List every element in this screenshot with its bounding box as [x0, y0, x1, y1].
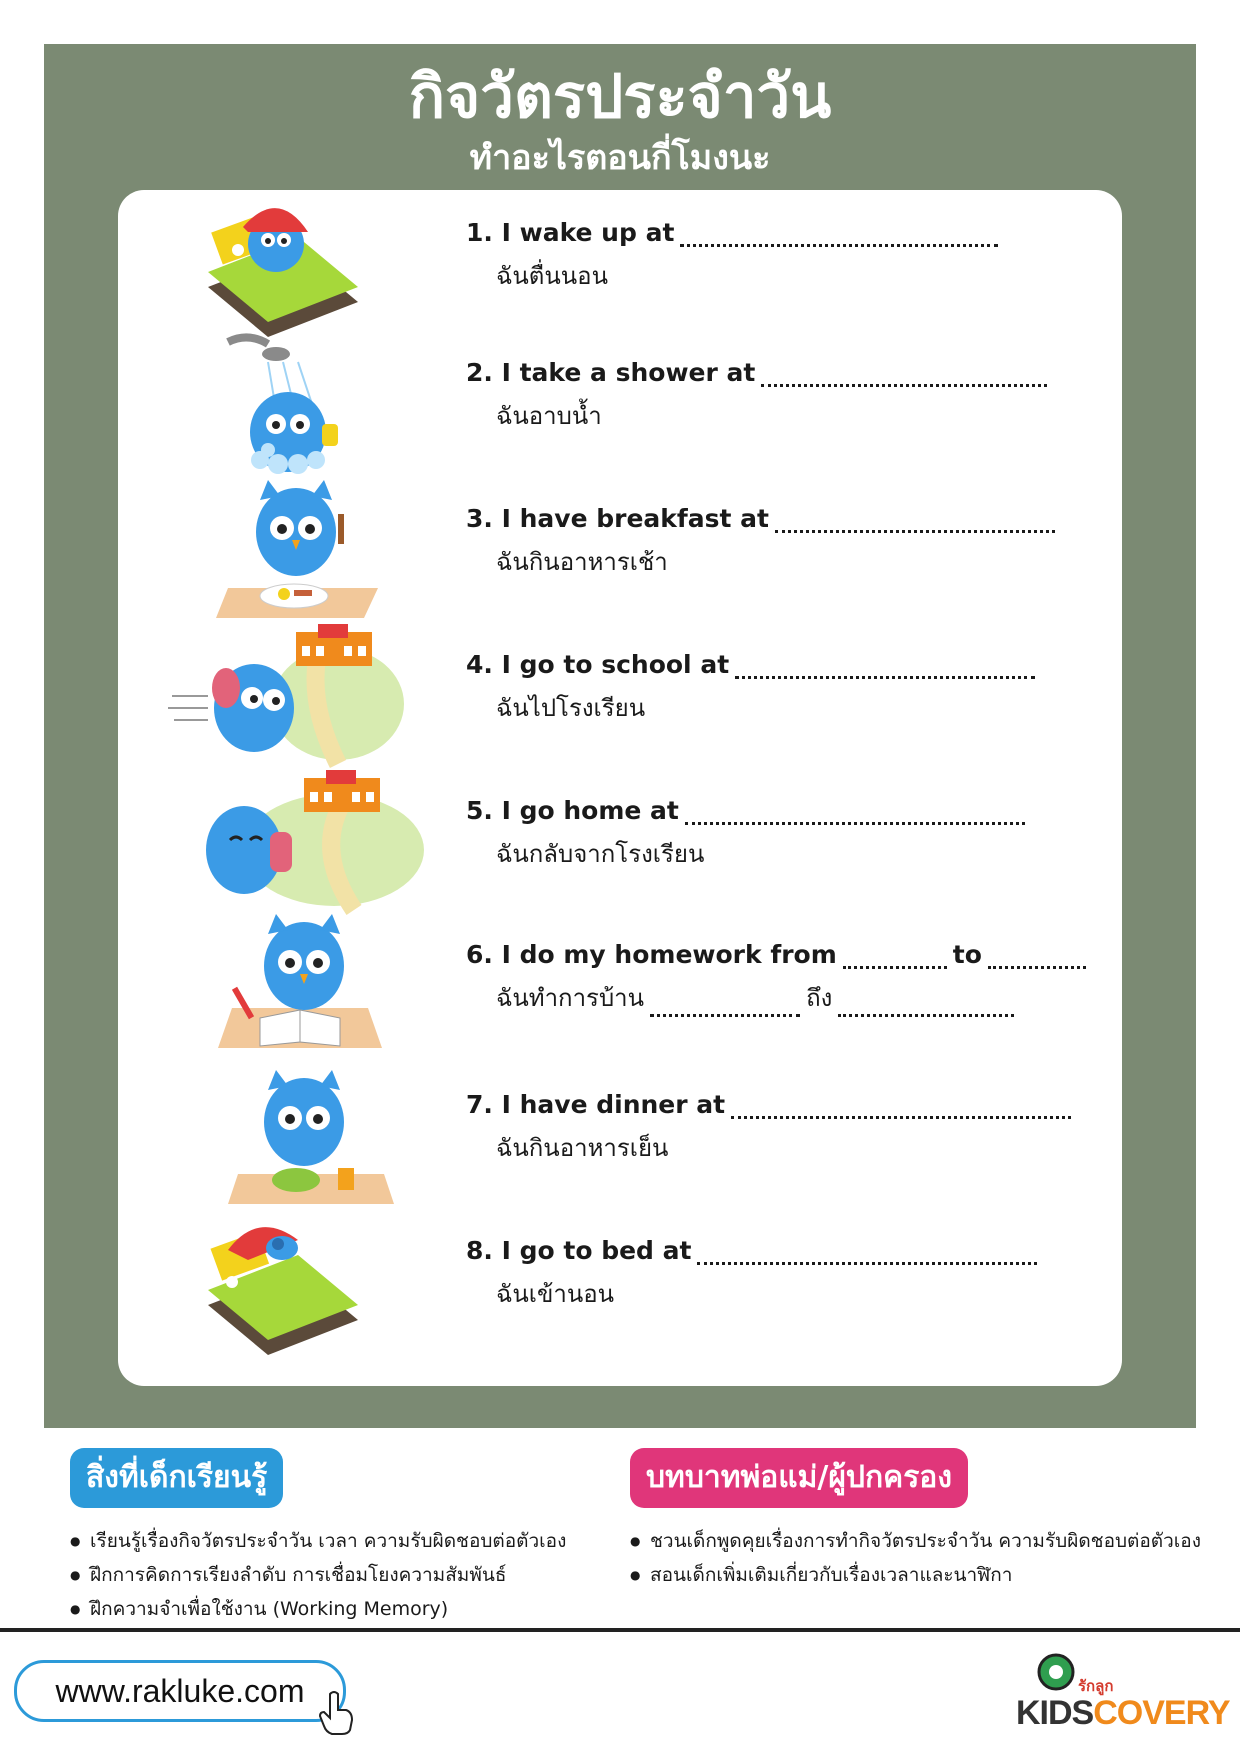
activity-en-6: 6. I do my homework from: [466, 940, 837, 969]
parents-section: [630, 1448, 1201, 1592]
pointer-hand-icon: [316, 1690, 356, 1736]
activity-th-2: ฉันอาบน้ำ: [496, 402, 602, 430]
owl-to-school-icon: [168, 624, 408, 770]
activity-th-4: ฉันไปโรงเรียน: [496, 694, 646, 722]
activity-row-1: [118, 192, 1122, 338]
logo-small-text: รักลูก: [1078, 1677, 1114, 1695]
worksheet-card: [118, 190, 1122, 1386]
answer-blank-4[interactable]: [735, 658, 1035, 679]
logo-covery: COVERY: [1093, 1694, 1230, 1732]
answer-blank-6d[interactable]: [838, 996, 1014, 1017]
answer-blank-5[interactable]: [685, 804, 1025, 825]
activity-en-3: 3. I have breakfast at: [466, 504, 770, 533]
page-title: กิจวัตรประจำวัน: [408, 62, 832, 132]
list-item: ● เรียนรู้เรื่องกิจวัตรประจำวัน เวลา ความรับผิดชอบต่อตัวเอง: [70, 1524, 566, 1558]
parents-heading: บทบาทพ่อแม่/ผู้ปกครอง: [630, 1448, 968, 1508]
learning-heading: สิ่งที่เด็กเรียนรู้: [70, 1448, 283, 1508]
owl-breakfast-icon: [188, 478, 408, 624]
answer-blank-8[interactable]: [697, 1244, 1037, 1265]
activity-th-8: ฉันเข้านอน: [496, 1280, 615, 1308]
activity-th-6: ฉันทำการบ้าน: [496, 984, 645, 1012]
learning-section: [70, 1448, 566, 1626]
logo-kids: KIDS: [1016, 1694, 1094, 1732]
activity-row-4: [118, 624, 1122, 770]
website-link[interactable]: www.rakluke.com: [14, 1660, 346, 1722]
answer-blank-2[interactable]: [761, 366, 1047, 387]
list-item: ● สอนเด็กเพิ่มเติมเกี่ยวกับเรื่องเวลาและนาฬิกา: [630, 1558, 1201, 1592]
learning-list: [70, 1524, 566, 1626]
answer-blank-6a[interactable]: [843, 948, 947, 969]
activity-row-8: [118, 1210, 1122, 1356]
owl-homework-icon: [188, 914, 408, 1060]
page-subtitle: ทำอะไรตอนกี่โมงนะ: [469, 138, 771, 178]
owl-sleeping-icon: [188, 1210, 408, 1356]
activity-en-4: 4. I go to school at: [466, 650, 730, 679]
list-item: ● ชวนเด็กพูดคุยเรื่องการทำกิจวัตรประจำวัน ความรับผิดชอบต่อตัวเอง: [630, 1524, 1201, 1558]
footer-divider: [0, 1628, 1240, 1632]
answer-blank-6c[interactable]: [650, 996, 800, 1017]
activity-en-7: 7. I have dinner at: [466, 1090, 726, 1119]
activity-en-8: 8. I go to bed at: [466, 1236, 692, 1265]
answer-blank-6b[interactable]: [988, 948, 1086, 969]
owl-shower-icon: [188, 332, 408, 478]
owl-in-bed-waking-icon: [188, 192, 408, 338]
answer-blank-7[interactable]: [731, 1098, 1071, 1119]
owl-go-home-icon: [194, 770, 434, 916]
activity-th-1: ฉันตื่นนอน: [496, 262, 608, 290]
answer-blank-1[interactable]: [680, 226, 998, 247]
activity-row-2: [118, 332, 1122, 478]
activity-en-6-to: to: [952, 940, 982, 969]
activity-row-6: [118, 914, 1122, 1060]
activity-th-3: ฉันกินอาหารเช้า: [496, 548, 668, 576]
parents-list: [630, 1524, 1201, 1592]
owl-dinner-icon: [188, 1064, 408, 1210]
activity-en-2: 2. I take a shower at: [466, 358, 756, 387]
answer-blank-3[interactable]: [775, 512, 1055, 533]
activity-row-3: [118, 478, 1122, 624]
activity-th-5: ฉันกลับจากโรงเรียน: [496, 840, 705, 868]
worksheet-banner: [44, 44, 1196, 1428]
activity-en-1: 1. I wake up at: [466, 218, 675, 247]
kidscovery-logo: [1016, 1652, 1230, 1738]
globe-icon: [1036, 1652, 1076, 1692]
list-item: ● ฝึกการคิดการเรียงลำดับ การเชื่อมโยงความสัมพันธ์: [70, 1558, 566, 1592]
activity-en-5: 5. I go home at: [466, 796, 679, 825]
activity-row-7: [118, 1064, 1122, 1210]
activity-th-6-to: ถึง: [806, 984, 833, 1012]
activity-th-7: ฉันกินอาหารเย็น: [496, 1134, 669, 1162]
activity-row-5: [118, 770, 1122, 916]
list-item: ● ฝึกความจำเพื่อใช้งาน (Working Memory): [70, 1592, 566, 1626]
